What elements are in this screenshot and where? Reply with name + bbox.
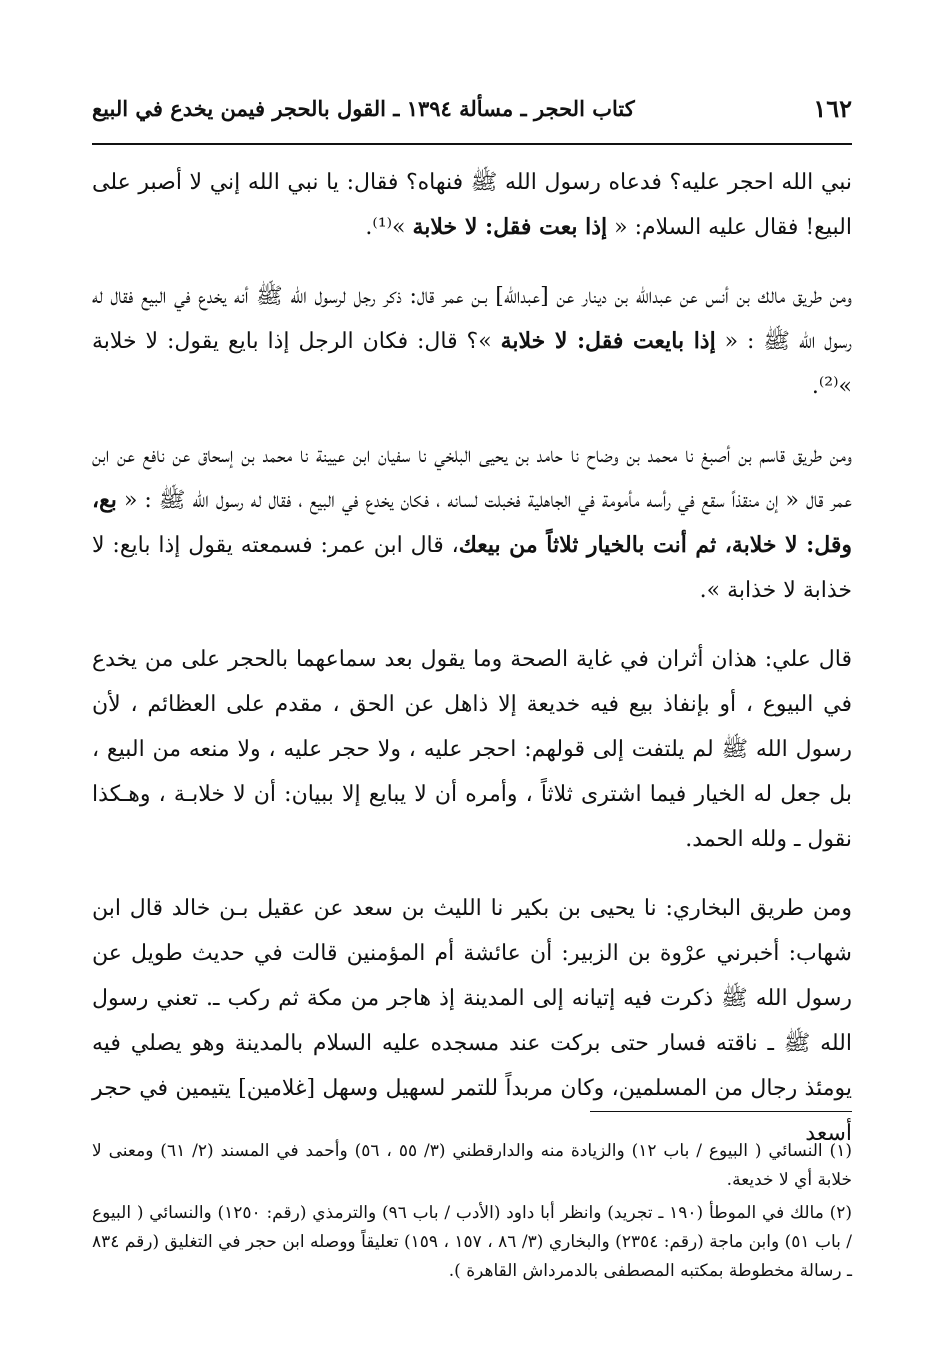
paragraph-3: [92, 433, 852, 613]
page-number: ١٦٢: [813, 93, 852, 123]
text-run: ، قال ابن عمر: فسمعته يقول إذا بايع: لا خذابة لا خذابة ».: [92, 533, 852, 603]
text-run: ومن طريق قاسم بن أصبغ نا محمد بن وضاح نا حامد بن يحيى البلخي نا سفيان ابن عيينة نا محمد بن إسحاق عن نافع عن ابن عمر قال « إن منقذاً سقع في رأسه مأمومة في الجاهلية فخبلت لسانه ، فكان يخدع في البيع ، فقال له رسول الله ﷺ : «: [92, 443, 852, 513]
text-run: نبي الله احجر عليه؟ فدعاه رسول الله ﷺ فنهاه؟ فقال: يا نبي الله إني لا أصبر على البيع! فقال عليه السلام: «: [92, 170, 852, 240]
text-run: »⁽¹⁾.: [365, 215, 413, 240]
footnotes: [92, 1137, 852, 1290]
text-run: قال علي: هذان أثران في غاية الصحة وما يقول بعد سماعهما بالحجر على من يخدع في البيوع ، أو بإنفاذ بيع فيه خديعة إلا ذاهل عن الحق ، مقدم على العظائم ، لأن رسول الله ﷺ لم يلتفت إلى قولهم: احجر عليه ، ولا حجر عليه ، ولا منعه من البيع ، بل جعل له الخيار فيما اشترى ثلاثاً ، وأمره أن لا يبايع إلا ببيان: أن لا خلابـة ، وهـكذا نقول ـ ولله الحمد.: [92, 647, 852, 852]
running-title: كتاب الحجر ـ مسألة ١٣٩٤ ـ القول بالحجر فيمن يخدع في البيع: [92, 95, 635, 121]
paragraph-5: [92, 886, 852, 1156]
footnote-1: (١) النسائي ( البيوع / باب ١٢) والزيادة منه والدارقطني (٣/ ٥٥ ، ٥٦) وأحمد في المسند (٢/ ٦١) ومعنى لا خلابة أي لا خديعة.: [92, 1141, 852, 1190]
hadith-quote: بع، وقل: لا خلابة، ثم أنت بالخيار ثلاثاً من بيعك: [92, 487, 852, 558]
footnote-2: (٢) مالك في الموطأ (١٩٠ ـ تجريد) وانظر أبا داود (الأدب / باب ٩٦) والترمذي (رقم: ١٢٥٠) والنسائي ( البيوع / باب ٥١) وابن ماجة (رقم: ٢٣٥٤) والبخاري (٣/ ٨٦ ، ١٥٧ ، ١٥٩) تعليقاً ووصله ابن حجر في التغليق (رقم ٨٣٤ ـ رسالة مخطوطة بمكتبه المصطفى بالدمرداش القاهرة ).: [92, 1203, 853, 1281]
paragraph-4: [92, 637, 852, 862]
paragraph-2: [92, 274, 852, 409]
page-header: [92, 88, 852, 128]
text-run: »؟ قال: فكان الرجل إذا بايع يقول: لا خلابة »⁽²⁾.: [92, 329, 852, 399]
footnote-divider: [590, 1111, 852, 1112]
text-run: ومن طريق البخاري: نا يحيى بن بكير نا الليث بن سعد عن عقيل بـن خالد قال ابن شهاب: أخبرني عرْوة بن الزبير: أن عائشة أم المؤمنين قالت في حديث طويل عن رسول الله ﷺ ذكرت فيه إتيانه إلى المدينة إذ هاجر من مكة ثم ركب ـ. تعني رسول الله ﷺ ـ ناقته فسار حتى بركت عند مسجده عليه السلام بالمدينة وهو يصلي فيه يومئذ رجال من المسلمين، وكان مربداً للتمر لسهيل وسهل [غلامين] يتيمين في حجر أسعد: [92, 896, 852, 1146]
hadith-quote: إذا بعت فقل: لا خلابة: [412, 214, 608, 240]
main-text: [92, 160, 852, 1180]
text-run: ومن طريق مالك بن أنس عن عبدالله بن دينار عن [عبدالله] بـن عمر قال: ذكر رجل لرسول الله ﷺ أنه يخدع في البيع فقال له رسول الله ﷺ : «: [92, 284, 852, 354]
paragraph-1: [92, 160, 852, 250]
header-divider: [92, 143, 852, 145]
hadith-quote: إذا بايعت فقل: لا خلابة: [500, 328, 716, 354]
